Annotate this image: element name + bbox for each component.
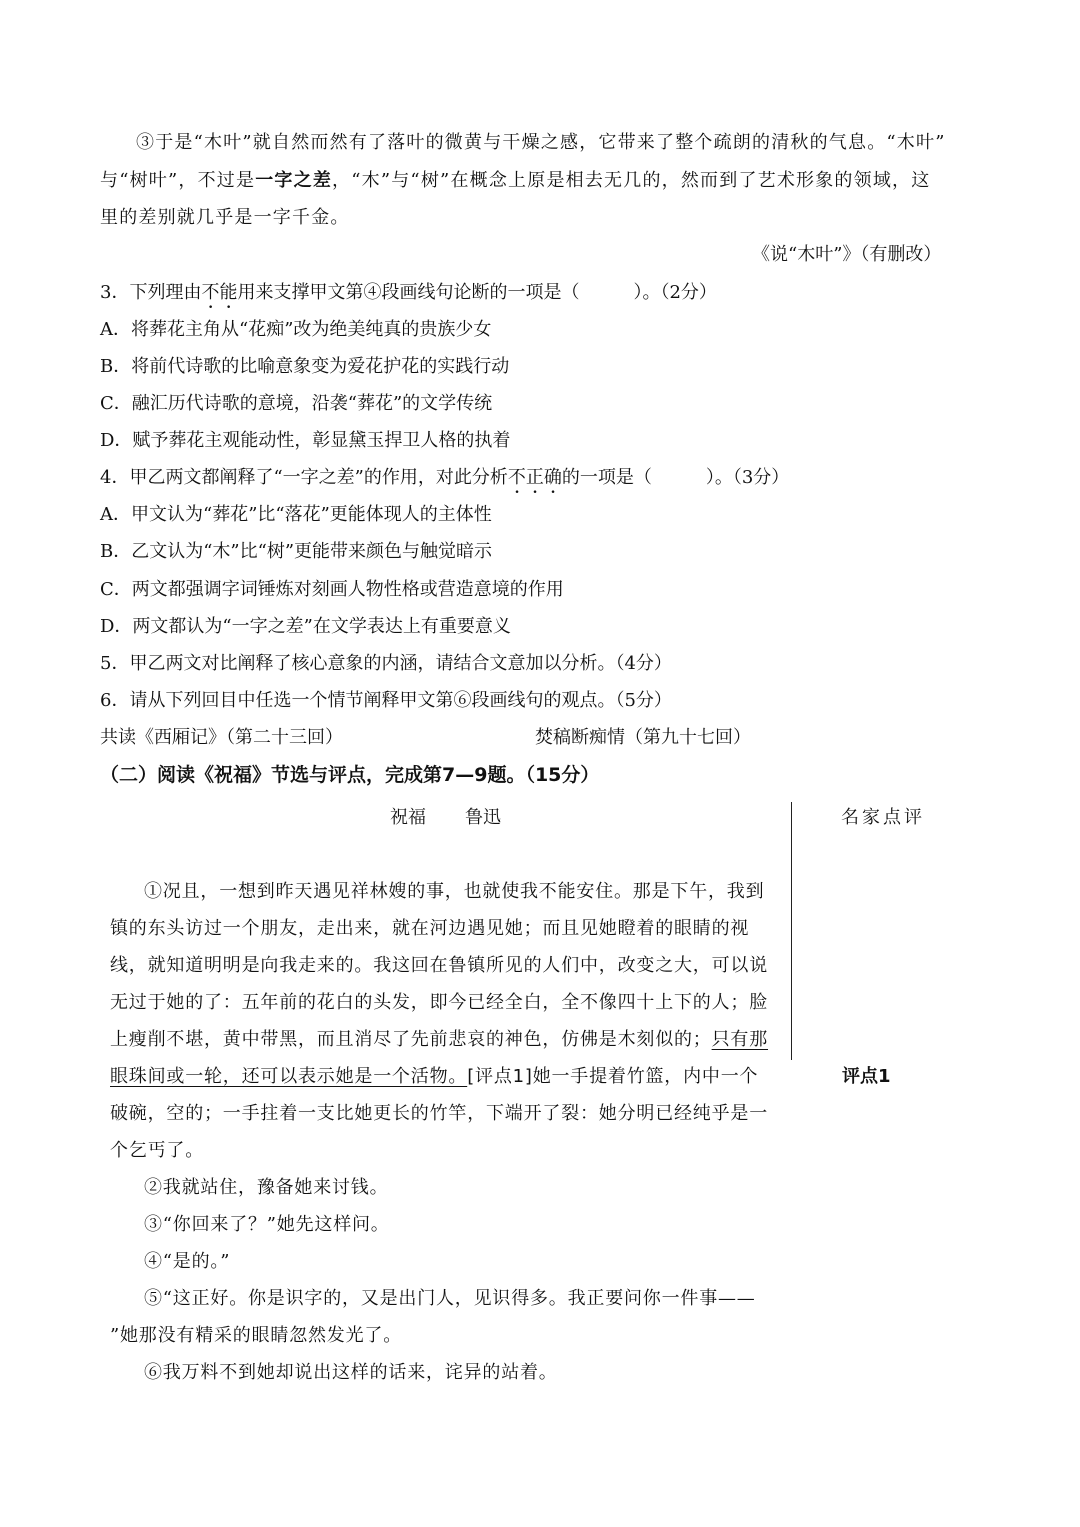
q4-option-d: D．两文都认为“一字之差”在文学表达上有重要意义 [100, 616, 511, 637]
zhufu-p2: ②我就站住，豫备她来讨钱。 [144, 1177, 389, 1198]
passage-p3-line2 [100, 169, 930, 193]
q3-option-d: D．赋予葬花主观能动性，彰显黛玉捍卫人格的执着 [100, 430, 511, 451]
q3-emphasis: 不能 [201, 282, 238, 303]
zhufu-p5-line2: ”她那没有精采的眼睛忽然发光了。 [110, 1325, 403, 1346]
q3-stem-b: 用来支撑甲文第④段画线句论断的一项是（ ）。（2分） [237, 282, 717, 303]
q3-stem [100, 281, 717, 313]
passage-author: 鲁迅 [465, 807, 501, 828]
zhufu-p1-line5-a: 上瘦削不堪，黄中带黑，而且消尽了先前悲哀的神色，仿佛是木刻似的； [110, 1029, 712, 1050]
zhufu-p1-line5 [110, 1028, 768, 1052]
zhufu-p1-line2: 镇的东头访过一个朋友，走出来，就在河边遇见她；而且见她瞪着的眼睛的视 [110, 918, 750, 939]
q3-option-a: A．将葬花主角从“花痴”改为绝美纯真的贵族少女 [100, 319, 492, 340]
q4-stem [100, 466, 789, 498]
zhufu-p5-line1: ⑤“这正好。你是识字的，又是出门人，见识得多。我正要问你一件事—— [144, 1288, 756, 1309]
q4-stem-a: 4．甲乙两文都阐释了“一字之差”的作用，对此分析 [100, 467, 508, 488]
zhufu-p1-line4: 无过于她的了：五年前的花白的头发，即今已经全白，全不像四十上下的人；脸 [110, 992, 768, 1013]
q5-stem: 5．甲乙两文对比阐释了核心意象的内涵，请结合文意加以分析。（4分） [100, 653, 672, 674]
zhufu-p4: ④“是的。” [144, 1251, 231, 1272]
q6-stem: 6．请从下列回目中任选一个情节阐释甲文第⑥段画线句的观点。（5分） [100, 690, 672, 711]
zhufu-p1-line6 [110, 1065, 758, 1089]
q4-option-a: A．甲文认为“葬花”比“落花”更能体现人的主体性 [100, 504, 492, 525]
zhufu-p1-line8: 个乞丐了。 [110, 1140, 204, 1161]
passage-p3-line3: 里的差别就几乎是一字千金。 [100, 207, 350, 228]
passage-p3-line2-b: ，“木”与“树”在概念上原是相去无几的，然而到了艺术形象的领域，这 [332, 170, 931, 191]
zhufu-underlined-end: 眼珠间或一轮，还可以表示她是一个活物。 [110, 1066, 468, 1087]
passage-title: 祝福 [390, 807, 426, 828]
q6-option-1: 共读《西厢记》（第二十三回） [100, 727, 343, 748]
q4-emphasis: 不正确 [507, 467, 562, 488]
q4-stem-b: 的一项是（ ）。（3分） [561, 467, 790, 488]
q6-option-2: 焚稿断痴情（第九十七回） [535, 727, 751, 748]
q3-option-b: B．将前代诗歌的比喻意象变为爱花护花的实践行动 [100, 356, 510, 377]
zhufu-p6: ⑥我万料不到她却说出这样的话来，诧异的站着。 [144, 1362, 558, 1383]
column-divider [791, 802, 792, 1060]
comment-column-header: 名家点评 [841, 807, 925, 828]
passage-p3-emphasis: 一字之差 [255, 170, 333, 191]
q3-stem-a: 3．下列理由 [100, 282, 202, 303]
q3-option-c: C．融汇历代诗歌的意境，沿袭“葬花”的文学传统 [100, 393, 493, 414]
q4-option-c: C．两文都强调字词锤炼对刻画人物性格或营造意境的作用 [100, 579, 564, 600]
zhufu-p1-line1: ①况且，一想到昨天遇见祥林嫂的事，也就使我不能安住。那是下午，我到 [144, 881, 765, 902]
comment-marker-1: [评点1] [467, 1066, 533, 1087]
section2-heading: （二）阅读《祝福》节选与评点，完成第7—9题。（15分） [100, 764, 600, 786]
comment-1-label: 评点1 [842, 1066, 891, 1087]
zhufu-underlined-start: 只有那 [711, 1029, 769, 1050]
zhufu-p1-line3: 线，就知道明明是向我走来的。我这回在鲁镇所见的人们中，改变之大，可以说 [110, 955, 768, 976]
passage-p3-line1: ③于是“木叶”就自然而然有了落叶的微黄与干燥之感，它带来了整个疏朗的清秋的气息。“木叶” [136, 132, 946, 153]
zhufu-p1-line7: 破碗，空的；一手拄着一支比她更长的竹竿，下端开了裂：她分明已经纯乎是一 [110, 1103, 768, 1124]
zhufu-p1-line6-b: 她一手提着竹篮，内中一个 [532, 1066, 759, 1087]
q4-option-b: B．乙文认为“木”比“树”更能带来颜色与触觉暗示 [100, 541, 493, 562]
passage-source: 《说“木叶”》（有删改） [752, 244, 942, 265]
passage-p3-line2-a: 与“树叶”，不过是 [100, 170, 256, 191]
zhufu-p3: ③“你回来了？”她先这样问。 [144, 1214, 390, 1235]
